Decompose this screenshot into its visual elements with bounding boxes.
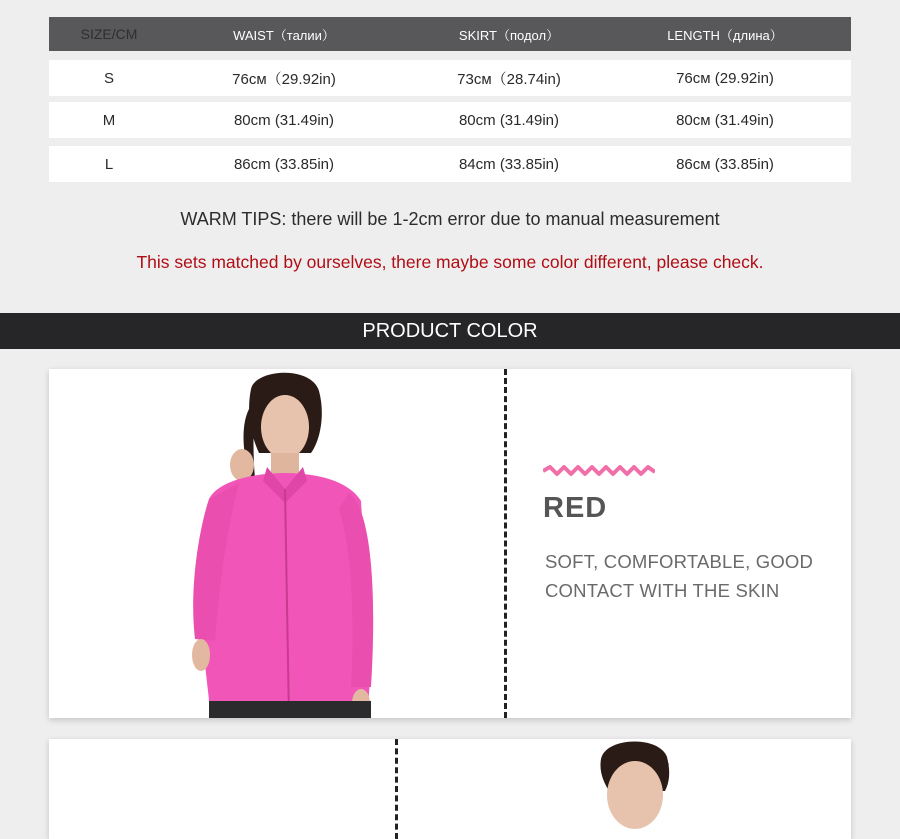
header-waist: WAIST（талии） — [233, 27, 335, 43]
card-divider — [395, 739, 398, 839]
row-waist: 76см（29.92in) — [232, 70, 336, 88]
color-name: RED — [543, 492, 608, 524]
header-skirt: SKIRT（подол） — [458, 27, 560, 43]
description-line: CONTACT WITH THE SKIN — [545, 580, 780, 601]
row-length: 76см (29.92in) — [676, 69, 774, 87]
model-photo — [579, 739, 699, 839]
color-card-red — [49, 369, 851, 718]
row-size: M — [102, 111, 116, 129]
row-length: 80см (31.49in) — [676, 111, 774, 129]
card-divider — [504, 369, 507, 718]
table-row — [49, 60, 851, 96]
warm-tips-text: WARM TIPS: there will be 1-2cm error due to manual measurement — [180, 209, 720, 229]
header-length: LENGTH（длина） — [667, 27, 783, 43]
table-row — [49, 146, 851, 182]
color-description — [545, 547, 845, 605]
row-skirt: 84cm (33.85in) — [458, 155, 560, 173]
size-table-header — [49, 17, 851, 51]
row-length: 86см (33.85in) — [676, 155, 774, 173]
size-table — [49, 17, 851, 173]
product-color-banner: PRODUCT COLOR — [0, 313, 900, 349]
color-notice-text: This sets matched by ourselves, there maybe some color different, please check. — [136, 252, 764, 272]
row-waist: 86cm (33.85in) — [233, 155, 335, 173]
row-skirt: 73см（28.74in) — [457, 70, 561, 88]
description-line: SOFT, COMFORTABLE, GOOD — [545, 551, 814, 572]
model-photo — [49, 369, 501, 718]
color-card-next — [49, 739, 851, 839]
table-row — [49, 102, 851, 138]
row-size: L — [104, 155, 114, 173]
row-waist: 80cm (31.49in) — [233, 111, 335, 129]
header-size: SIZE/CM — [80, 26, 138, 42]
row-size: S — [103, 69, 114, 87]
wave-decoration-icon — [543, 465, 655, 477]
row-skirt: 80cm (31.49in) — [458, 111, 560, 129]
